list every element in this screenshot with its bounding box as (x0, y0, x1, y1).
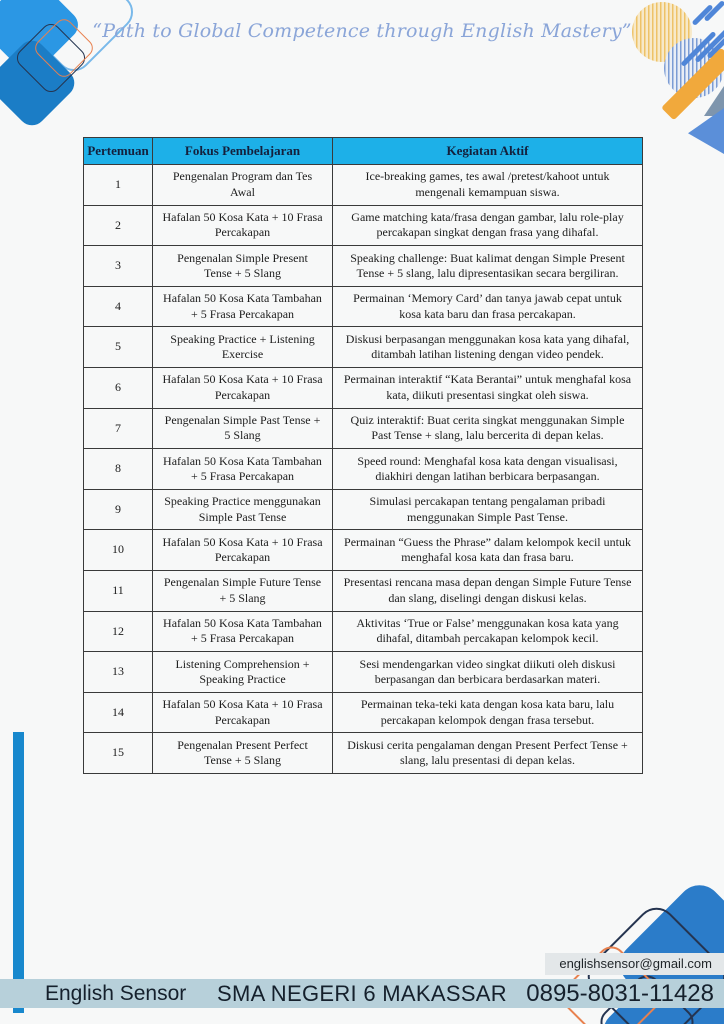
table-row (84, 367, 643, 408)
cell-pertemuan-number: 3 (84, 246, 153, 287)
cell-kegiatan-aktif: Permainan interaktif “Kata Berantai” untuk menghafal kosa kata, diikuti presentasi singkat oleh siswa. (333, 367, 643, 408)
footer-band (0, 979, 724, 1008)
cell-fokus-pembelajaran: Speaking Practice menggunakan Simple Past Tense (153, 489, 333, 530)
cell-pertemuan-number: 14 (84, 692, 153, 733)
cell-fokus-pembelajaran: Hafalan 50 Kosa Kata Tambahan + 5 Frasa Percakapan (153, 286, 333, 327)
table-row (84, 570, 643, 611)
cell-pertemuan-number: 12 (84, 611, 153, 652)
cell-kegiatan-aktif: Speaking challenge: Buat kalimat dengan Simple Present Tense + 5 slang, lalu dipresentasikan secara bergiliran. (333, 246, 643, 287)
cell-kegiatan-aktif: Aktivitas ‘True or False’ menggunakan kosa kata yang dihafal, ditambah percakapan kelompok kecil. (333, 611, 643, 652)
cell-kegiatan-aktif: Sesi mendengarkan video singkat diikuti oleh diskusi berpasangan dan berbicara berdasarkan materi. (333, 652, 643, 693)
header-tagline: “Path to Global Competence through English Mastery” (92, 20, 632, 42)
cell-pertemuan-number: 8 (84, 449, 153, 490)
cell-kegiatan-aktif: Presentasi rencana masa depan dengan Simple Future Tense dan slang, diselingi dengan diskusi kelas. (333, 570, 643, 611)
table-row (84, 327, 643, 368)
table-row (84, 733, 643, 774)
cell-kegiatan-aktif: Permainan “Guess the Phrase” dalam kelompok kecil untuk menghafal kosa kata dan frasa baru. (333, 530, 643, 571)
table-row (84, 449, 643, 490)
footer-phone-number: 0895-8031-11428 (526, 980, 714, 1007)
col-header-pertemuan: Pertemuan (84, 138, 153, 165)
cell-fokus-pembelajaran: Pengenalan Simple Present Tense + 5 Slang (153, 246, 333, 287)
table-header-row (84, 138, 643, 165)
cell-fokus-pembelajaran: Hafalan 50 Kosa Kata Tambahan + 5 Frasa Percakapan (153, 611, 333, 652)
cell-kegiatan-aktif: Game matching kata/frasa dengan gambar, lalu role-play percakapan singkat dengan frasa yang dihafal. (333, 205, 643, 246)
footer-brand-name: English Sensor (45, 982, 187, 1005)
cell-kegiatan-aktif: Permainan ‘Memory Card’ dan tanya jawab cepat untuk kosa kata baru dan frasa percakapan. (333, 286, 643, 327)
cell-pertemuan-number: 5 (84, 327, 153, 368)
cell-fokus-pembelajaran: Hafalan 50 Kosa Kata + 10 Frasa Percakapan (153, 692, 333, 733)
cell-pertemuan-number: 7 (84, 408, 153, 449)
table-row (84, 246, 643, 287)
cell-pertemuan-number: 4 (84, 286, 153, 327)
cell-kegiatan-aktif: Diskusi berpasangan menggunakan kosa kata yang dihafal, ditambah latihan listening dengan video pendek. (333, 327, 643, 368)
decor-left-vertical-bar (13, 732, 24, 1013)
cell-kegiatan-aktif: Simulasi percakapan tentang pengalaman pribadi menggunakan Simple Past Tense. (333, 489, 643, 530)
col-header-fokus-pembelajaran: Fokus Pembelajaran (153, 138, 333, 165)
table-row (84, 611, 643, 652)
cell-fokus-pembelajaran: Listening Comprehension + Speaking Practice (153, 652, 333, 693)
table-row (84, 205, 643, 246)
table-row (84, 652, 643, 693)
cell-kegiatan-aktif: Speed round: Menghafal kosa kata dengan visualisasi, diakhiri dengan latihan berbicara berpasangan. (333, 449, 643, 490)
table-row (84, 286, 643, 327)
cell-pertemuan-number: 11 (84, 570, 153, 611)
cell-pertemuan-number: 9 (84, 489, 153, 530)
cell-pertemuan-number: 6 (84, 367, 153, 408)
cell-fokus-pembelajaran: Hafalan 50 Kosa Kata + 10 Frasa Percakapan (153, 530, 333, 571)
footer-school-name: SMA NEGERI 6 MAKASSAR (217, 981, 507, 1006)
cell-pertemuan-number: 13 (84, 652, 153, 693)
cell-pertemuan-number: 15 (84, 733, 153, 774)
cell-kegiatan-aktif: Permainan teka-teki kata dengan kosa kata baru, lalu percakapan kelompok dengan frasa tersebut. (333, 692, 643, 733)
cell-fokus-pembelajaran: Pengenalan Simple Future Tense + 5 Slang (153, 570, 333, 611)
table-row (84, 489, 643, 530)
email-badge: englishsensor@gmail.com (545, 953, 724, 975)
cell-kegiatan-aktif: Diskusi cerita pengalaman dengan Present Perfect Tense + slang, lalu presentasi di depan kelas. (333, 733, 643, 774)
cell-fokus-pembelajaran: Speaking Practice + Listening Exercise (153, 327, 333, 368)
cell-fokus-pembelajaran: Pengenalan Program dan Tes Awal (153, 165, 333, 206)
cell-fokus-pembelajaran: Hafalan 50 Kosa Kata + 10 Frasa Percakapan (153, 205, 333, 246)
col-header-kegiatan-aktif: Kegiatan Aktif (333, 138, 643, 165)
cell-pertemuan-number: 1 (84, 165, 153, 206)
cell-kegiatan-aktif: Ice-breaking games, tes awal /pretest/kahoot untuk mengenali kemampuan siswa. (333, 165, 643, 206)
table-row (84, 165, 643, 206)
cell-fokus-pembelajaran: Pengenalan Present Perfect Tense + 5 Slang (153, 733, 333, 774)
cell-fokus-pembelajaran: Pengenalan Simple Past Tense + 5 Slang (153, 408, 333, 449)
table-row (84, 692, 643, 733)
cell-fokus-pembelajaran: Hafalan 50 Kosa Kata Tambahan + 5 Frasa Percakapan (153, 449, 333, 490)
cell-pertemuan-number: 10 (84, 530, 153, 571)
cell-pertemuan-number: 2 (84, 205, 153, 246)
table-row (84, 530, 643, 571)
table-row (84, 408, 643, 449)
schedule-table (83, 137, 643, 774)
cell-kegiatan-aktif: Quiz interaktif: Buat cerita singkat menggunakan Simple Past Tense + slang, lalu bercerita di depan kelas. (333, 408, 643, 449)
cell-fokus-pembelajaran: Hafalan 50 Kosa Kata + 10 Frasa Percakapan (153, 367, 333, 408)
